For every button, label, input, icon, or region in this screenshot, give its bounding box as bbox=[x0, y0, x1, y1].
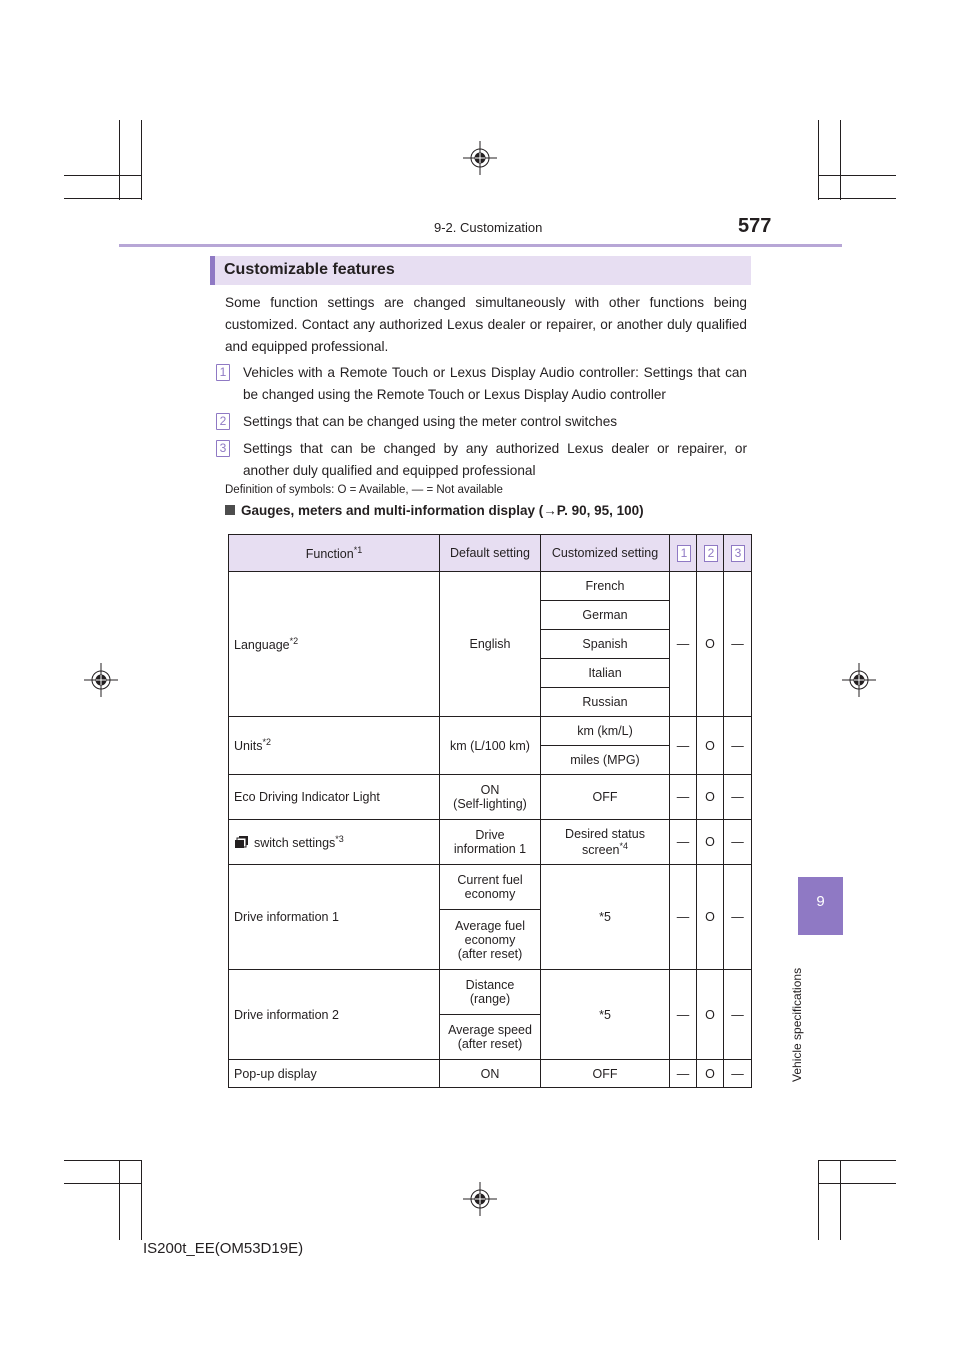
legend-item-text: Settings that can be changed using the meter control switches bbox=[243, 414, 618, 429]
banner-title: Customizable features bbox=[224, 261, 395, 278]
availability-cell: — bbox=[724, 717, 752, 775]
square-bullet-icon bbox=[225, 505, 235, 515]
availability-cell: — bbox=[670, 865, 697, 970]
function-cell: Drive information 2 bbox=[229, 970, 440, 1060]
default-cell: ON bbox=[440, 1060, 541, 1088]
availability-cell: O bbox=[697, 717, 724, 775]
availability-cell: — bbox=[670, 970, 697, 1060]
availability-cell: O bbox=[697, 820, 724, 865]
table-row bbox=[229, 1060, 752, 1088]
number-1-icon: 1 bbox=[677, 545, 691, 562]
column-header-customized: Customized setting bbox=[541, 535, 670, 572]
availability-cell: — bbox=[670, 775, 697, 820]
availability-cell: O bbox=[697, 970, 724, 1060]
option-cell: German bbox=[541, 601, 670, 630]
option-cell: OFF bbox=[541, 1060, 670, 1088]
banner-accent-bar bbox=[210, 256, 215, 285]
function-cell: Drive information 1 bbox=[229, 865, 440, 970]
subsection-heading bbox=[225, 503, 644, 518]
column-header-1 bbox=[670, 535, 697, 572]
availability-cell: — bbox=[724, 865, 752, 970]
section-header: 9-2. Customization bbox=[434, 220, 543, 235]
chapter-tab bbox=[798, 877, 843, 935]
availability-cell: — bbox=[724, 775, 752, 820]
table-row bbox=[229, 820, 752, 865]
column-header-function: Function$^{*1}$ bbox=[229, 535, 440, 572]
registration-mark-icon bbox=[463, 141, 497, 175]
function-cell: Pop-up display bbox=[229, 1060, 440, 1088]
chapter-title: Vehicle specifications bbox=[790, 967, 804, 1082]
availability-cell: O bbox=[697, 572, 724, 717]
default-cell: Average speed (after reset) bbox=[440, 1015, 541, 1060]
availability-cell: O bbox=[697, 775, 724, 820]
option-cell: Desired status screen$^{*4}$ bbox=[541, 820, 670, 865]
chapter-title-container bbox=[788, 945, 812, 1085]
option-cell: Russian bbox=[541, 688, 670, 717]
availability-cell: — bbox=[724, 820, 752, 865]
registration-mark-icon bbox=[84, 663, 118, 697]
option-cell: *5 bbox=[541, 970, 670, 1060]
default-cell: Drive information 1 bbox=[440, 820, 541, 865]
header-divider bbox=[119, 244, 842, 247]
availability-cell: — bbox=[724, 572, 752, 717]
function-cell: switch settings$^{*3}$ bbox=[229, 820, 440, 865]
availability-cell: — bbox=[670, 1060, 697, 1088]
availability-cell: — bbox=[670, 717, 697, 775]
availability-cell: O bbox=[697, 1060, 724, 1088]
default-cell: Distance (range) bbox=[440, 970, 541, 1015]
intro-paragraph: Some function settings are changed simultaneously with other functions being customized. Contact any authorized Lexus dealer or repairer, or another duly qualified and equipped professional. bbox=[225, 295, 747, 354]
table-row bbox=[229, 865, 752, 910]
number-1-icon: 1 bbox=[216, 364, 230, 381]
table-header-row bbox=[229, 535, 752, 572]
model-code: IS200t_EE(OM53D19E) bbox=[143, 1240, 304, 1257]
availability-cell: — bbox=[724, 1060, 752, 1088]
availability-cell: — bbox=[724, 970, 752, 1060]
availability-cell: O bbox=[697, 865, 724, 970]
number-2-icon: 2 bbox=[704, 545, 718, 562]
number-3-icon: 3 bbox=[216, 440, 230, 457]
function-cell: Eco Driving Indicator Light bbox=[229, 775, 440, 820]
table-row bbox=[229, 970, 752, 1015]
legend-item-text: Settings that can be changed by any authorized Lexus dealer or repairer, or another duly qualified and equipped professional bbox=[243, 441, 747, 478]
chapter-number: 9 bbox=[816, 893, 825, 910]
column-header-default: Default setting bbox=[440, 535, 541, 572]
registration-mark-icon bbox=[842, 663, 876, 697]
customization-table bbox=[228, 534, 752, 1088]
default-cell: km (L/100 km) bbox=[440, 717, 541, 775]
option-cell: French bbox=[541, 572, 670, 601]
availability-cell: — bbox=[670, 820, 697, 865]
option-cell: OFF bbox=[541, 775, 670, 820]
default-cell: Average fuel economy (after reset) bbox=[440, 910, 541, 970]
function-cell: Language$^{*2}$ bbox=[229, 572, 440, 717]
subsection-heading-text: Gauges, meters and multi-information display (→P. 90, 95, 100) bbox=[241, 503, 644, 518]
option-cell: Italian bbox=[541, 659, 670, 688]
symbols-definition: Definition of symbols: O = Available, — = Not available bbox=[225, 484, 503, 496]
table-row bbox=[229, 775, 752, 820]
meter-switch-icon bbox=[234, 835, 250, 849]
table-row bbox=[229, 717, 752, 746]
option-cell: *5 bbox=[541, 865, 670, 970]
page-number: 577 bbox=[738, 215, 772, 237]
column-header-3 bbox=[724, 535, 752, 572]
option-cell: km (km/L) bbox=[541, 717, 670, 746]
number-3-icon: 3 bbox=[731, 545, 745, 562]
section-banner bbox=[210, 256, 751, 285]
registration-mark-icon bbox=[463, 1182, 497, 1216]
option-cell: Spanish bbox=[541, 630, 670, 659]
default-cell: English bbox=[440, 572, 541, 717]
function-cell: Units$^{*2}$ bbox=[229, 717, 440, 775]
option-cell: miles (MPG) bbox=[541, 746, 670, 775]
column-header-2 bbox=[697, 535, 724, 572]
availability-cell: — bbox=[670, 572, 697, 717]
table-row bbox=[229, 572, 752, 601]
number-2-icon: 2 bbox=[216, 413, 230, 430]
legend-item-text: Vehicles with a Remote Touch or Lexus Display Audio controller: Settings that can be changed using the Remote Touch or Lexus Display Audio controller bbox=[243, 365, 747, 402]
default-cell: ON (Self-lighting) bbox=[440, 775, 541, 820]
default-cell: Current fuel economy bbox=[440, 865, 541, 910]
